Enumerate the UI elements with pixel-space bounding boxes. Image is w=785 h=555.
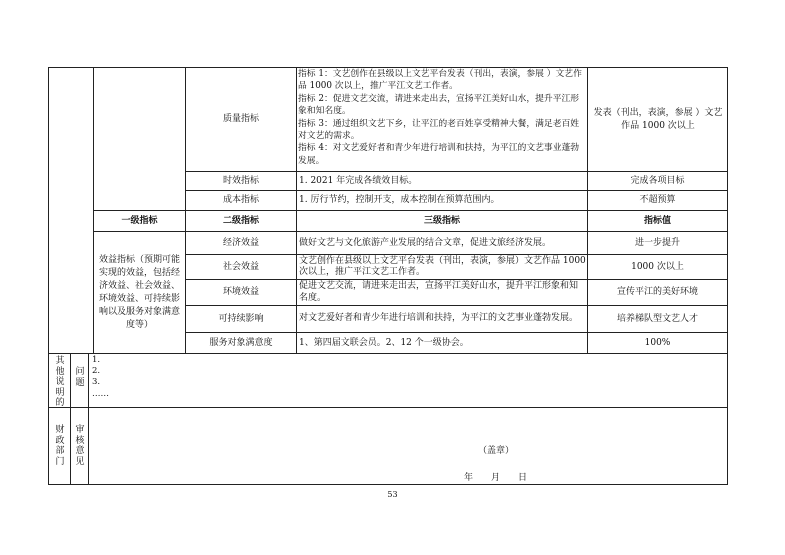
benefit-label: 效益指标（预期可能实现的效益，包括经济效益、社会效益、环境效益、可持续影响以及服务对象满意度等） [98, 254, 180, 330]
other-item: 1. [92, 355, 101, 365]
quality-value: 发表（刊出，表演，参展 ）文艺作品 1000 次以上 [593, 108, 723, 131]
other-label-1: 其他说明的 [55, 356, 65, 408]
quality-label: 质量指标 [222, 114, 259, 125]
timeliness-value: 完成各项目标 [630, 175, 685, 186]
timeliness-indicator: 1. 2021 年完成各绩效目标。 [299, 175, 418, 186]
cost-value: 不超预算 [639, 195, 676, 206]
benefit-row-value: 100% [644, 337, 671, 348]
benefit-row-value: 培养梯队型文艺人才 [616, 313, 698, 324]
cost-indicator: 1. 厉行节约，控制开支，成本控制在预算范围内。 [299, 195, 500, 206]
benefit-row-indicator: 促进文艺交流，请进来走出去，宣扬平江美好山水，提升平江形象和知名度。 [299, 281, 579, 303]
cost-label: 成本指标 [222, 195, 259, 206]
other-label-2: 问题 [75, 367, 85, 388]
header-value: 指标值 [643, 215, 671, 226]
benefit-row-label: 可持续影响 [218, 313, 264, 324]
benefit-row-value: 进一步提升 [634, 237, 680, 248]
benefit-row-label: 经济效益 [222, 237, 259, 248]
finance-label-2: 审核意见 [75, 425, 85, 467]
header-level1: 一级指标 [121, 215, 158, 226]
header-level2: 二级指标 [222, 215, 259, 226]
seal-text: （盖章） [478, 446, 515, 456]
finance-label-1: 财政部门 [55, 425, 65, 467]
benefit-row-value: 1000 次以上 [631, 261, 684, 272]
benefit-row-indicator: 做好文艺与文化旅游产业发展的结合文章，促进文旅经济发展。 [299, 237, 552, 248]
quality-indicators: 指标 1：文艺创作在县级以上文艺平台发表（刊出，表演，参展 ）文艺作品 1000 次以上，推广平江文艺工作者。 指标 2：促进文艺交流，请进来走出去，宣扬平江美好山水，提升平江形象和知名度。 指标 3：通过组织文艺下乡，让平江的老百姓享受精神大餐，满足老百姓对文艺的需求。 指标 4：对文艺爱好者和青少年进行培训和扶持，为平江的文艺事业蓬勃发展。 [298, 69, 582, 166]
header-level3: 三级指标 [423, 215, 460, 226]
other-item: 3. [92, 377, 101, 387]
benefit-row-label: 社会效益 [222, 261, 259, 272]
other-item: 2. [92, 366, 101, 376]
benefit-row-indicator: 对文艺爱好者和青少年进行培训和扶持，为平江的文艺事业蓬勃发展。 [299, 313, 579, 324]
other-item: …… [92, 389, 109, 399]
date-text: 年 月 日 [464, 473, 528, 483]
benefit-row-label: 服务对象满意度 [209, 337, 273, 348]
benefit-row-value: 宣传平江的美好环境 [616, 287, 698, 298]
benefit-row-indicator: 1、第四届文联会员。2、12 个一级协会。 [299, 337, 469, 348]
benefit-row-label: 环境效益 [222, 287, 259, 298]
page-number: 53 [387, 490, 398, 499]
timeliness-label: 时效指标 [222, 175, 259, 186]
benefit-row-indicator: 文艺创作在县级以上文艺平台发表（刊出，表演，参展）文艺作品 1000 次以上，推广平江文艺工作者。 [299, 255, 586, 277]
